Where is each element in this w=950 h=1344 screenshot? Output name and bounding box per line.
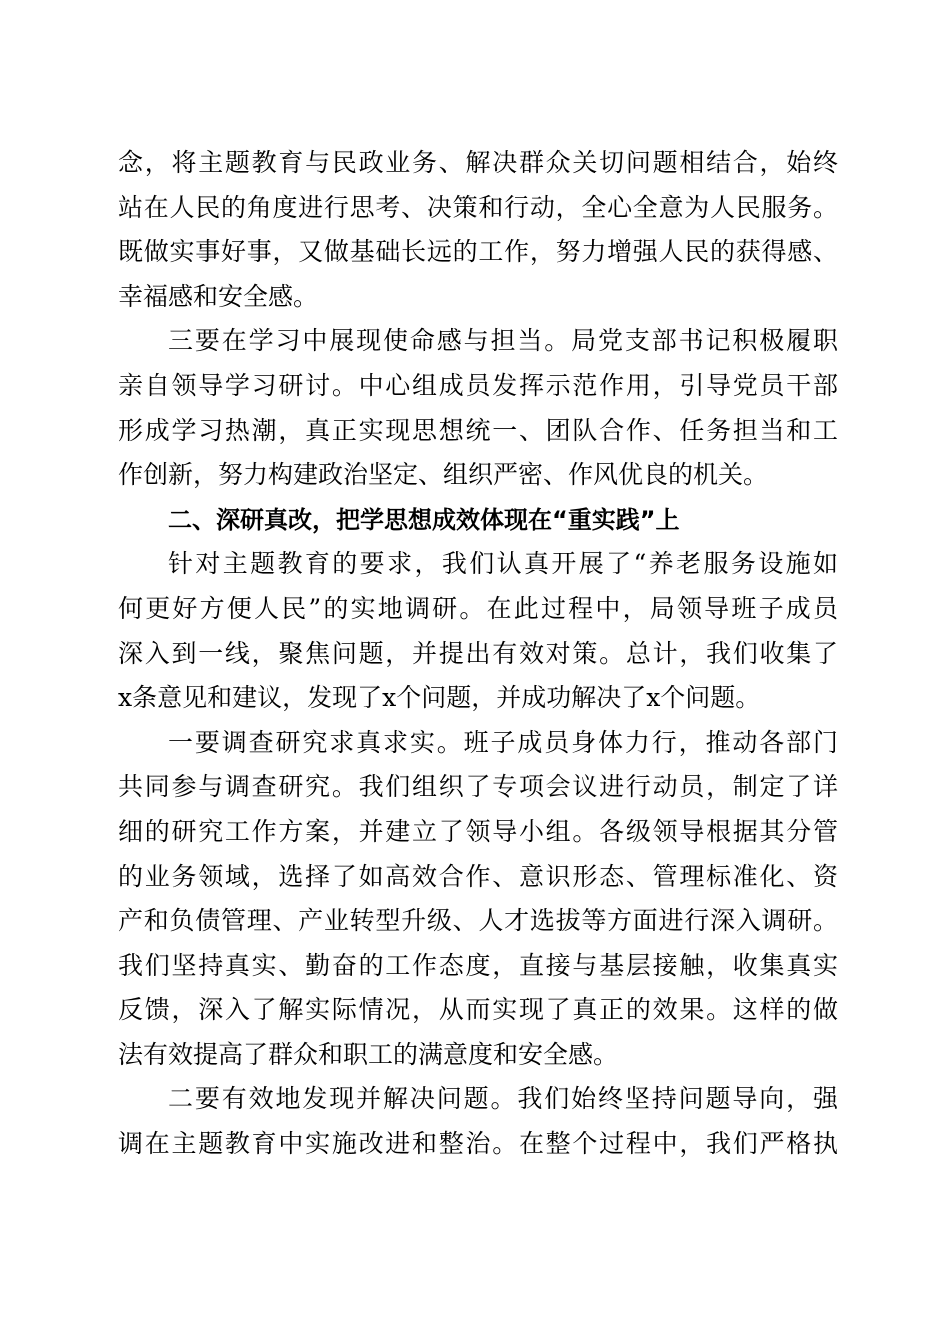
text-line: 我们坚持真实、勤奋的工作态度，直接与基层接触，收集真实 — [118, 950, 838, 980]
paragraph-continuation — [118, 141, 838, 319]
text-line: 作创新，努力构建政治坚定、组织严密、作风优良的机关。 — [118, 460, 769, 490]
paragraph-three-requirement — [118, 319, 838, 497]
text-line: 深入到一线，聚焦问题，并提出有效对策。总计，我们收集了 — [118, 638, 838, 668]
text-line: 一要调查研究求真求实。班子成员身体力行，推动各部门 — [168, 727, 838, 757]
text-line: 念，将主题教育与民政业务、解决群众关切问题相结合，始终 — [118, 148, 838, 177]
text-line: 产和负债管理、产业转型升级、人才选拔等方面进行深入调研。 — [118, 906, 838, 936]
text-line: 站在人民的角度进行思考、决策和行动，全心全意为人民服务。 — [118, 192, 838, 222]
paragraph-second-requirement — [118, 1077, 838, 1166]
text-line: 法有效提高了群众和职工的满意度和安全感。 — [118, 1039, 619, 1069]
section-heading — [118, 498, 838, 543]
document-body — [118, 141, 838, 1167]
text-line: 何更好方便人民”的实地调研。在此过程中，局领导班子成员 — [118, 593, 838, 623]
text-line: x条意见和建议，发现了x个问题，并成功解决了x个问题。 — [118, 683, 761, 713]
paragraph-research-summary — [118, 542, 838, 720]
text-line: 调在主题教育中实施改进和整治。在整个过程中，我们严格执 — [118, 1129, 838, 1159]
text-line: 幸福感和安全感。 — [118, 281, 319, 311]
text-line: 的业务领域，选择了如高效合作、意识形态、管理标准化、资 — [118, 861, 838, 891]
text-line: 亲自领导学习研讨。中心组成员发挥示范作用，引导党员干部 — [118, 370, 838, 400]
text-line: 共同参与调查研究。我们组织了专项会议进行动员，制定了详 — [118, 772, 838, 802]
text-line: 细的研究工作方案，并建立了领导小组。各级领导根据其分管 — [118, 816, 838, 846]
text-line: 二要有效地发现并解决问题。我们始终坚持问题导向，强 — [168, 1084, 838, 1114]
text-line: 针对主题教育的要求，我们认真开展了“养老服务设施如 — [168, 549, 838, 579]
text-line: 形成学习热潮，真正实现思想统一、团队合作、任务担当和工 — [118, 415, 838, 445]
heading-line: 二、深研真改，把学思想成效体现在“重实践”上 — [168, 505, 680, 534]
text-line: 反馈，深入了解实际情况，从而实现了真正的效果。这样的做 — [118, 995, 838, 1025]
text-line: 三要在学习中展现使命感与担当。局党支部书记积极履职 — [168, 326, 838, 356]
paragraph-first-requirement — [118, 721, 838, 1078]
text-line: 既做实事好事，又做基础长远的工作，努力增强人民的获得感、 — [118, 237, 838, 267]
